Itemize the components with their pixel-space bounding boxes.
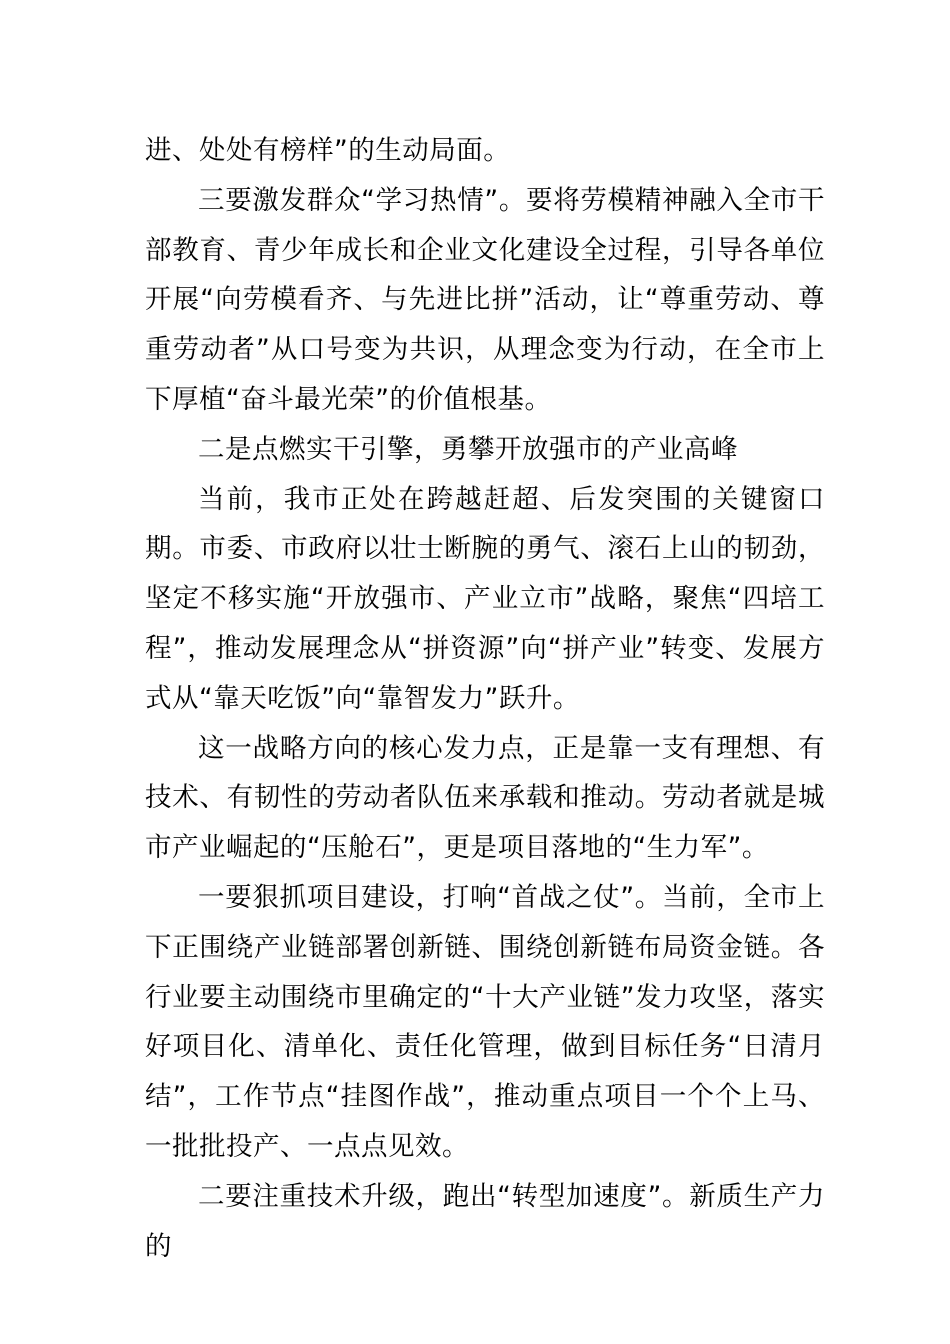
paragraph-6: 二要注重技术升级，跑出“转型加速度”。新质生产力的 [145,1180,825,1262]
paragraph-4: 这一战略方向的核心发力点，正是靠一支有理想、有技术、有韧性的劳动者队伍来承载和推动。劳动者就是城市产业崛起的“压舱石”，更是项目落地的“生力军”。 [145,732,825,864]
document-body [145,126,825,1271]
paragraph-3: 当前，我市正处在跨越赶超、后发突围的关键窗口期。市委、市政府以壮士断腕的勇气、滚石上山的韧劲，坚定不移实施“开放强市、产业立市”战略，聚焦“四培工程”，推动发展理念从“拼资源”向“拼产业”转变、发展方式从“靠天吃饭”向“靠智发力”跃升。 [145,483,825,714]
section-heading: 二是点燃实干引擎，勇攀开放强市的产业高峰 [198,433,738,465]
paragraph-2: 三要激发群众“学习热情”。要将劳模精神融入全市干部教育、青少年成长和企业文化建设全过程，引导各单位开展“向劳模看齐、与先进比拼”活动，让“尊重劳动、尊重劳动者”从口号变为共识，从理念变为行动，在全市上下厚植“奋斗最光荣”的价值根基。 [145,184,825,415]
paragraph-1: 进、处处有榜样”的生动局面。 [145,135,511,166]
paragraph-5: 一要狠抓项目建设，打响“首战之仗”。当前，全市上下正围绕产业链部署创新链、围绕创新链布局资金链。各行业要主动围绕市里确定的“十大产业链”发力攻坚，落实好项目化、清单化、责任化管理，做到目标任务“日清月结”，工作节点“挂图作战”，推动重点项目一个个上马、一批批投产、一点点见效。 [145,881,825,1162]
